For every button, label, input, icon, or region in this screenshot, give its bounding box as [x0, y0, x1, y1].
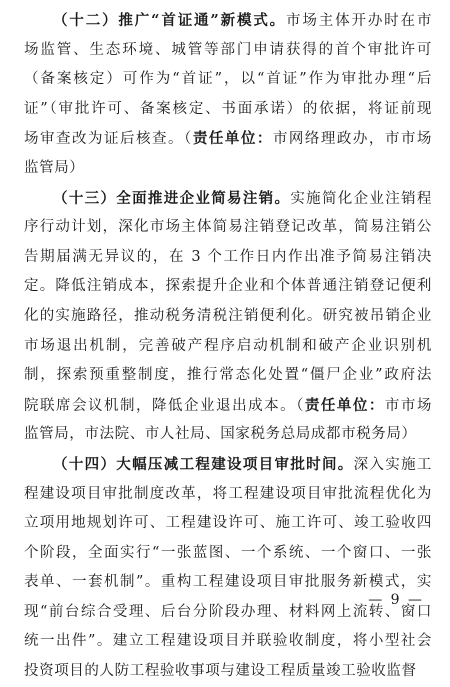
text-run: 场监管、生态环境、城管等部门申请获得的首个审批许可 — [24, 41, 432, 58]
text-run: 现“前台综合受理、后台分阶段办理、材料网上流转、窗口 — [24, 603, 432, 620]
page-number: — 9 — — [368, 592, 424, 608]
text-line — [24, 65, 432, 95]
text-run: 立项用地规划许可、工程建设许可、施工许可、竣工验收四 — [24, 515, 432, 532]
text-run: 表单、一套机制”。重构工程建设项目审批服务新模式，实 — [24, 574, 432, 591]
text-line — [24, 420, 432, 450]
text-line — [24, 95, 432, 125]
text-run: 监管局） — [24, 159, 85, 176]
text-line — [24, 272, 432, 302]
text-line — [24, 243, 432, 273]
text-line — [24, 450, 432, 480]
text-line — [24, 539, 432, 569]
bold-run: （十二）推广“首证通”新模式。 — [53, 12, 287, 29]
text-run: 投资项目的人防工程验收事项与建设工程质量竣工验收监督 — [24, 663, 417, 680]
text-line — [24, 184, 432, 214]
text-line — [24, 391, 432, 421]
bold-run: 责任单位： — [192, 130, 273, 148]
text-run: 制，探索预重整制度，推行常态化处置“僵尸企业”政府法 — [24, 367, 432, 384]
text-run: 告期届满无异议的，在 3 个工作日内作出准予简易注销决 — [24, 248, 432, 265]
text-line — [24, 213, 432, 243]
text-run: 实施简化企业注销程 — [290, 190, 432, 207]
text-run: 监管局，市法院、市人社局、国家税务总局成都市税务局） — [24, 426, 417, 443]
paragraph — [24, 450, 432, 687]
text-line — [24, 657, 432, 687]
text-run: 化的实施路径，推动税务清税注销便利化。研究被吊销企业 — [24, 307, 432, 324]
text-run: （备案核定）可作为“首证”，以“首证”作为审批办理“后 — [24, 71, 432, 88]
text-run: 程建设项目审批制度改革，将工程建设项目审批流程优化为 — [24, 485, 432, 502]
text-line — [24, 124, 432, 154]
paragraph — [24, 6, 432, 184]
text-run: 统一出件”。建立工程建设项目并联验收制度，将小型社会 — [24, 633, 432, 650]
text-line — [24, 509, 432, 539]
text-run: 证”（审批许可、备案核定、书面承诺）的依据，将证前现 — [24, 100, 432, 117]
bold-run: 责任单位： — [304, 396, 385, 414]
bold-run: （十四）大幅压减工程建设项目审批时间。 — [53, 455, 354, 473]
text-run: 个阶段，全面实行“一张蓝图、一个系统、一个窗口、一张 — [24, 544, 432, 561]
text-line — [24, 154, 432, 184]
text-run: 场审查改为证后核查。（ — [24, 131, 193, 148]
document-body — [24, 6, 432, 687]
text-run: 市场主体开办时在市 — [286, 13, 432, 29]
text-run: 市网络理政办，市市场 — [272, 131, 432, 148]
text-line — [24, 302, 432, 332]
text-line — [24, 36, 432, 66]
text-line — [24, 480, 432, 510]
text-run: 市场退出机制，完善破产程序启动机制和破产企业识别机 — [24, 337, 432, 354]
text-run: 院联席会议机制，降低企业退出成本。（ — [24, 397, 305, 414]
text-run: 深入实施工 — [353, 456, 432, 473]
bold-run: （十三）全面推进企业简易注销。 — [53, 189, 291, 207]
text-line — [24, 627, 432, 657]
text-run: 定。降低注销成本，探索提升企业和个体普通注销登记便利 — [24, 278, 432, 295]
text-line — [24, 361, 432, 391]
text-line — [24, 6, 432, 36]
text-run: 序行动计划，深化市场主体简易注销登记改革，简易注销公 — [24, 219, 432, 236]
text-run: 市市场 — [384, 397, 432, 414]
paragraph — [24, 184, 432, 450]
text-line — [24, 332, 432, 362]
